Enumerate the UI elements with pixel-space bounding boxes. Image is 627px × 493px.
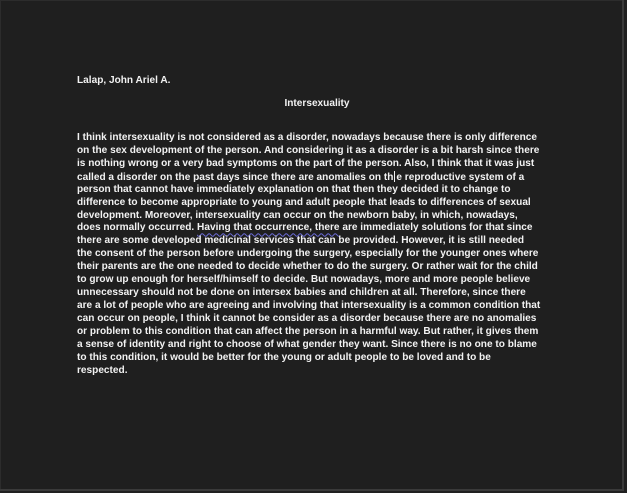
body-line: unnecessary should not be done on intersex babies and children at all. Therefore, since there: [77, 287, 526, 299]
body-line: person that cannot have immediately explanation on that then they decided it to change to: [77, 183, 511, 195]
body-line: to grow up enough for herself/himself to decide. But nowadays, more and more people believe: [77, 274, 531, 286]
body-line: their parents are the one needed to decide whether to do the surgery. Or rather wait for the child: [77, 261, 538, 273]
body-line: to this condition, it would be better for the young or adult people to be loved and to be: [77, 351, 491, 363]
body-line: [77, 222, 557, 235]
body-line-segment: e reproductive system of a: [396, 171, 525, 183]
document-content[interactable]: [77, 74, 557, 378]
body-line: there are some developed medicinal services that can be provided. However, it is still needed: [77, 235, 525, 247]
body-line: is nothing wrong or a very bad symptoms on the part of the person. Also, I think that it was just: [77, 157, 535, 169]
page-left-edge: [0, 0, 1, 489]
document-body[interactable]: [77, 132, 557, 378]
body-line: can occur on people, I think it cannot be consider as a disorder because there are no anomalies: [77, 312, 537, 324]
body-line: or problem to this condition that can affect the person in a harmful way. But rather, it gives them: [77, 325, 539, 337]
body-line: respected.: [77, 364, 128, 376]
body-line: a sense of identity and right to choose of what gender they want. Since there is no one to blame: [77, 338, 537, 350]
body-line: [77, 171, 557, 184]
body-line: on the sex development of the person. And considering it as a disorder is a bit harsh since there: [77, 144, 540, 156]
body-line: are a lot of people who are agreeing and involving that intersexuality is a common condition that: [77, 299, 541, 311]
body-line: difference to become appropriate to young and adult people that leads to differences of sexual: [77, 196, 531, 208]
grammar-flagged-text[interactable]: Having that occurrence, there: [197, 222, 340, 234]
body-line: development. Moreover, intersexuality can occur on the newborn baby, in which, nowadays,: [77, 209, 518, 221]
body-line: the consent of the person before undergoing the surgery, especially for the younger ones where: [77, 248, 539, 260]
body-line: I think intersexuality is not considered as a disorder, nowadays because there is only difference: [77, 132, 537, 143]
body-line-segment: are immediately solutions for that since: [339, 222, 533, 234]
author-name: Lalap, John Ariel A.: [77, 75, 171, 86]
document-title: Intersexuality: [284, 98, 350, 109]
body-line-segment: does normally occurred.: [77, 222, 198, 234]
page-top-edge: [0, 0, 622, 1]
body-line-segment: called a disorder on the past days since there are anomalies on th: [77, 171, 394, 183]
